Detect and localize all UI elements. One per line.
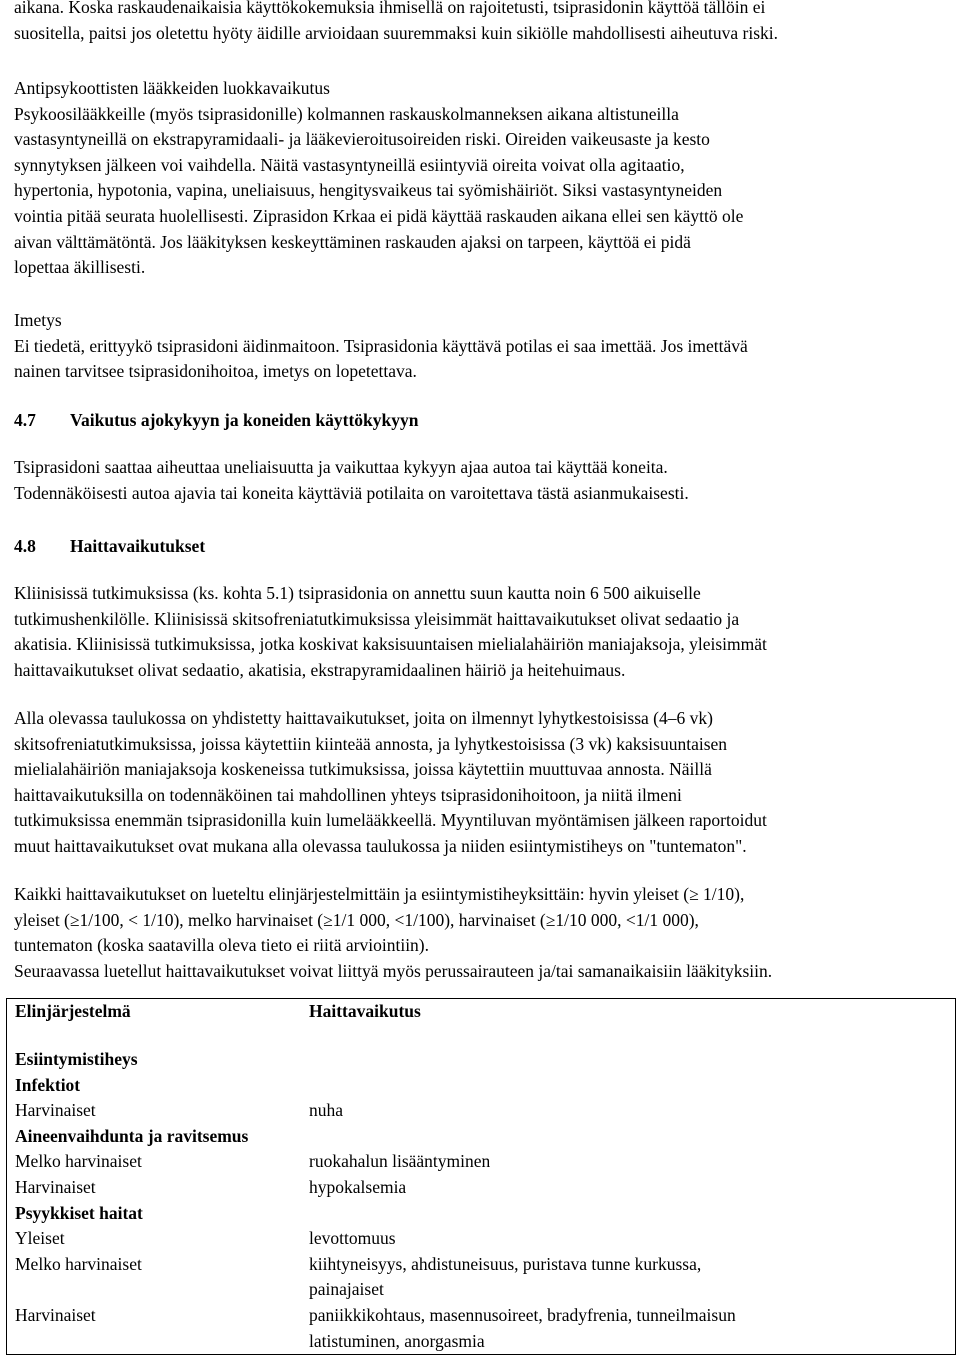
text-line: Kliinisissä tutkimuksissa (ks. kohta 5.1) tsiprasidonia on annettu suun kautta noin 6 500 aikuiselle (14, 583, 701, 603)
frequency-cell: Melko harvinaiset (15, 1151, 142, 1172)
table-row (7, 1175, 956, 1201)
intro-paragraph (14, 0, 954, 46)
frequency-cell: Melko harvinaiset (15, 1253, 142, 1274)
table-row (7, 1098, 956, 1124)
text-line: Ei tiedetä, erittyykö tsiprasidoni äidinmaitoon. Tsiprasidonia käyttävä potilas ei saa imettää. Jos imettävä (14, 335, 748, 356)
text-line: synnytyksen jälkeen voi vaihdella. Näitä vastasyntyneillä esiintyviä oireita voivat olla agitaatio, (14, 154, 685, 175)
text-line: suositella, paitsi jos oletettu hyöty äidille arvioidaan suuremmaksi kuin sikiölle mahdollisesti aiheutuva riski. (14, 22, 779, 43)
text-line: Alla olevassa taulukossa on yhdistetty haittavaikutukset, joita on ilmennyt lyhytkestoisissa (4–6 vk) (14, 708, 713, 728)
frequency-cell: Harvinaiset (15, 1304, 96, 1325)
breastfeeding-title: Imetys (14, 310, 62, 330)
effect-line: paniikkikohtaus, masennusoireet, bradyfrenia, tunneilmaisun (309, 1304, 736, 1325)
text-line: Kaikki haittavaikutukset on lueteltu elinjärjestelmittäin ja esiintymistiheyksittäin: hyvin yleiset (≥ 1/10), (14, 884, 745, 904)
section-title: Haittavaikutukset (70, 536, 206, 556)
class-effect-title: Antipsykoottisten lääkkeiden luokkavaikutus (14, 78, 330, 98)
text-line: skitsofreniatutkimuksissa, joissa käytettiin kiinteää annosta, ja lyhytkestoisissa (3 vk) kaksisuuntaisen (14, 733, 728, 754)
section-heading-4-7 (14, 408, 419, 434)
header-adverse-effect: Haittavaikutus (309, 1001, 421, 1021)
table-group-row (7, 1124, 956, 1150)
frequency-cell: Yleiset (15, 1228, 65, 1249)
header-organ-system: Elinjärjestelmä (15, 1001, 131, 1021)
effect-cell: hypokalsemia (309, 1176, 407, 1197)
effect-line: latistuminen, anorgasmia (309, 1330, 485, 1351)
group-psychiatric: Psyykkiset haitat (15, 1202, 143, 1223)
table-group-row (7, 1073, 956, 1099)
effect-cell (295, 1303, 956, 1355)
text-line: lopettaa äkillisesti. (14, 257, 146, 278)
section-4-8-paragraph-3 (14, 882, 954, 984)
text-line: vastasyntyneillä on ekstrapyramidaali- ja lääkevieroitusoireiden riski. Oireiden vaikeusaste ja kesto (14, 129, 710, 150)
text-line: tutkimuksissa enemmän tsiprasidonilla kuin lumelääkkeellä. Myyntiluvan myöntämisen jälkeen raportoidut (14, 810, 767, 831)
text-line: vointia pitää seurata huolellisesti. Ziprasidon Krkaa ei pidä käyttää raskauden aikana ellei sen käyttö ole (14, 205, 744, 226)
text-line: haittavaikutukset olivat sedaatio, akatisia, ekstrapyramidaalinen häiriö ja heitehuimaus. (14, 659, 626, 680)
section-title: Vaikutus ajokykyyn ja koneiden käyttökykyyn (70, 410, 419, 430)
effect-cell: levottomuus (309, 1228, 396, 1249)
text-line: nainen tarvitsee tsiprasidonihoitoa, imetys on lopetettava. (14, 361, 417, 382)
section-number: 4.8 (14, 536, 36, 556)
table-row (7, 1252, 956, 1303)
table-header-row (7, 1047, 956, 1073)
adverse-effects-table (6, 998, 956, 1355)
group-metabolism: Aineenvaihdunta ja ravitsemus (15, 1125, 249, 1146)
section-number: 4.7 (14, 410, 36, 430)
text-line: Psykoosilääkkeille (myös tsiprasidonille) kolmannen raskauskolmanneksen aikana altistuneilla (14, 103, 679, 124)
text-line: Tsiprasidoni saattaa aiheuttaa uneliaisuutta ja vaikuttaa kykyyn ajaa autoa tai käyttää koneita. (14, 457, 668, 477)
text-line: haittavaikutuksilla on todennäköinen tai mahdollinen yhteys tsiprasidonihoitoon, ja niitä ilmeni (14, 784, 682, 805)
section-4-8-paragraph-1 (14, 581, 954, 683)
text-line: hypertonia, hypotonia, vapina, uneliaisuus, hengitysvaikeus tai syömishäiriöt. Siksi vastasyntyneiden (14, 180, 723, 201)
class-effect-section (14, 76, 954, 281)
breastfeeding-section (14, 308, 954, 385)
table-group-row (7, 1201, 956, 1227)
frequency-cell: Harvinaiset (15, 1100, 96, 1121)
text-line: yleiset (≥1/100, < 1/10), melko harvinaiset (≥1/1 000, <1/100), harvinaiset (≥1/10 000, <1/1 000), (14, 909, 699, 930)
text-line: tutkimushenkilölle. Kliinisissä skitsofreniatutkimuksissa yleisimmät haittavaikutukset olivat sedaatio ja (14, 608, 740, 629)
effect-cell: nuha (309, 1100, 344, 1121)
effect-cell: ruokahalun lisääntyminen (309, 1151, 491, 1172)
table-row (7, 1226, 956, 1252)
frequency-cell: Harvinaiset (15, 1176, 96, 1197)
effect-line: kiihtyneisyys, ahdistuneisuus, puristava tunne kurkussa, (309, 1253, 702, 1274)
effect-cell (295, 1252, 956, 1303)
section-4-8-paragraph-2 (14, 706, 954, 860)
text-line: Seuraavassa luetellut haittavaikutukset voivat liittyä myös perussairauteen ja/tai samanaikaisiin lääkityksiin. (14, 960, 773, 981)
group-infections: Infektiot (15, 1074, 81, 1095)
text-line: Todennäköisesti autoa ajavia tai koneita käyttäviä potilaita on varoitettava tästä asianmukaisesti. (14, 482, 689, 503)
section-heading-4-8 (14, 534, 205, 560)
table-row (7, 1303, 956, 1355)
header-frequency: Esiintymistiheys (15, 1049, 138, 1069)
text-line: aikana. Koska raskaudenaikaisia käyttökokemuksia ihmisellä on rajoitetusti, tsiprasidonin käyttöä tällöin ei (14, 0, 766, 17)
text-line: tuntematon (koska saatavilla oleva tieto ei riitä arviointiin). (14, 935, 430, 956)
table-row (7, 1149, 956, 1175)
text-line: mielialahäiriön maniajaksoja koskeneissa tutkimuksissa, joissa käytettiin muuttuvaa annosta. Näillä (14, 759, 712, 780)
text-line: akatisia. Kliinisissä tutkimuksissa, jotka koskivat kaksisuuntaisen mielialahäiriön maniajaksoja, yleisimmät (14, 634, 767, 655)
text-line: aivan välttämätöntä. Jos lääkityksen keskeyttäminen raskauden ajaksi on tarpeen, käyttöä ei pidä (14, 231, 691, 252)
section-4-7-body (14, 455, 954, 506)
effect-line: painajaiset (309, 1279, 384, 1300)
table-header-row (7, 999, 956, 1048)
text-line: muut haittavaikutukset ovat mukana alla olevassa taulukossa ja niiden esiintymistiheys on "tuntematon". (14, 835, 747, 856)
